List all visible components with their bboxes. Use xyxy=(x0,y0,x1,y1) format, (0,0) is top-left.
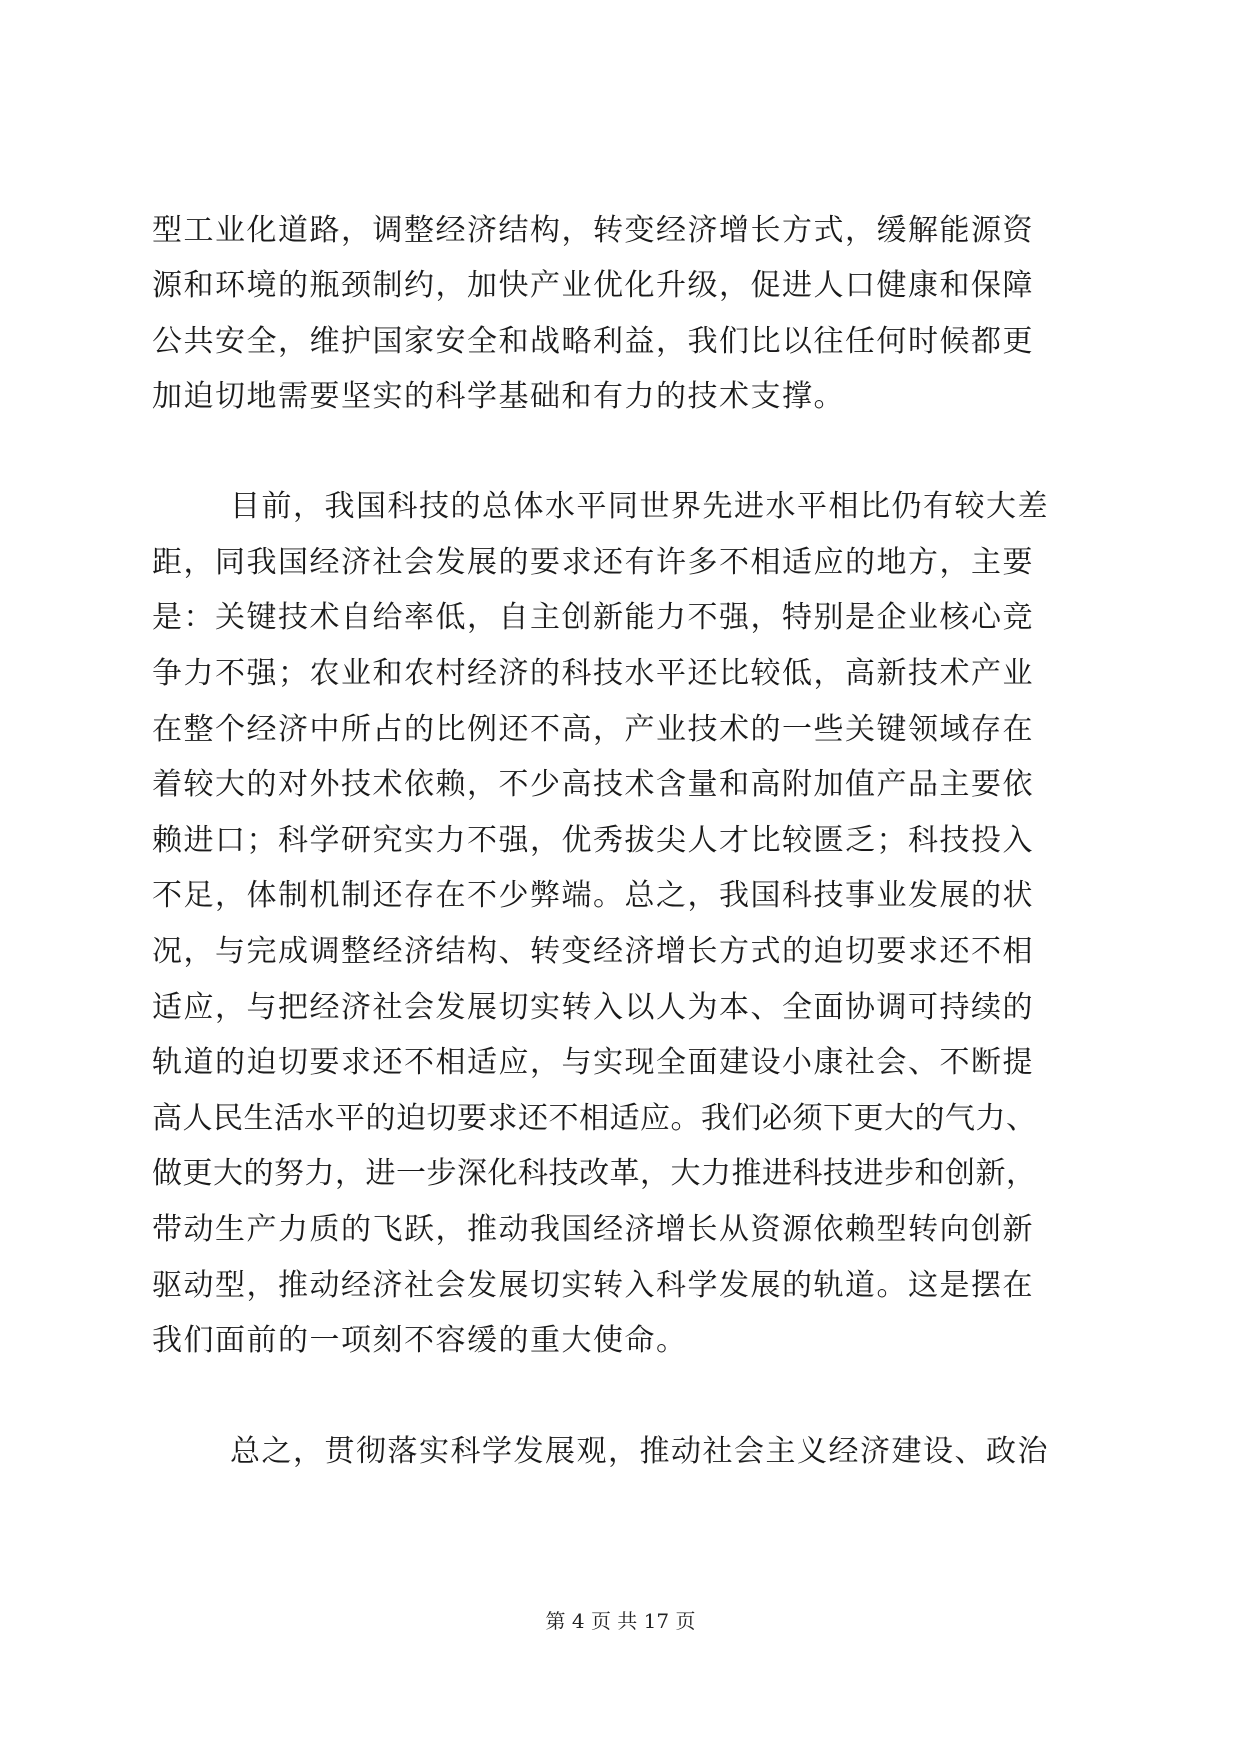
paragraph-1-line-3: 公共安全，维护国家安全和战略利益，我们比以往任何时候都更 xyxy=(152,324,1034,359)
paragraph-2-line-9: 况，与完成调整经济结构、转变经济增长方式的迫切要求还不相 xyxy=(152,934,1034,969)
paragraph-1-line-2: 源和环境的瓶颈制约，加快产业优化升级，促进人口健康和保障 xyxy=(152,268,1034,303)
paragraph-2-line-11: 轨道的迫切要求还不相适应，与实现全面建设小康社会、不断提 xyxy=(152,1045,1034,1080)
page-number-footer: 第 4 页 共 17 页 xyxy=(545,1609,696,1633)
paragraph-2-line-2: 距，同我国经济社会发展的要求还有许多不相适应的地方，主要 xyxy=(152,545,1034,580)
paragraph-2-line-12: 高人民生活水平的迫切要求还不相适应。我们必须下更大的气力、 xyxy=(152,1101,1037,1136)
paragraph-2-line-5: 在整个经济中所占的比例还不高，产业技术的一些关键领域存在 xyxy=(152,712,1034,747)
paragraph-2-line-10: 适应，与把经济社会发展切实转入以人为本、全面协调可持续的 xyxy=(152,990,1034,1025)
paragraph-2-line-3: 是：关键技术自给率低，自主创新能力不强，特别是企业核心竞 xyxy=(152,600,1034,635)
paragraph-2-line-15: 驱动型，推动经济社会发展切实转入科学发展的轨道。这是摆在 xyxy=(152,1268,1034,1303)
paragraph-2-line-14: 带动生产力质的飞跃，推动我国经济增长从资源依赖型转向创新 xyxy=(152,1212,1034,1247)
paragraph-2-line-6: 着较大的对外技术依赖，不少高技术含量和高附加值产品主要依 xyxy=(152,767,1034,802)
paragraph-2-line-13: 做更大的努力，进一步深化科技改革，大力推进科技进步和创新， xyxy=(152,1156,1037,1191)
paragraph-3-line-1: 总之，贯彻落实科学发展观，推动社会主义经济建设、政治 xyxy=(230,1434,1049,1469)
paragraph-1-line-4: 加迫切地需要坚实的科学基础和有力的技术支撑。 xyxy=(152,379,845,414)
paragraph-2-line-7: 赖进口；科学研究实力不强，优秀拔尖人才比较匮乏；科技投入 xyxy=(152,823,1034,858)
paragraph-2-line-1: 目前，我国科技的总体水平同世界先进水平相比仍有较大差 xyxy=(230,489,1049,524)
paragraph-1-line-1: 型工业化道路，调整经济结构，转变经济增长方式，缓解能源资 xyxy=(152,213,1034,248)
paragraph-2-line-16: 我们面前的一项刻不容缓的重大使命。 xyxy=(152,1323,688,1358)
paragraph-2-line-4: 争力不强；农业和农村经济的科技水平还比较低，高新技术产业 xyxy=(152,656,1034,691)
paragraph-2-line-8: 不足，体制机制还存在不少弊端。总之，我国科技事业发展的状 xyxy=(152,878,1034,913)
